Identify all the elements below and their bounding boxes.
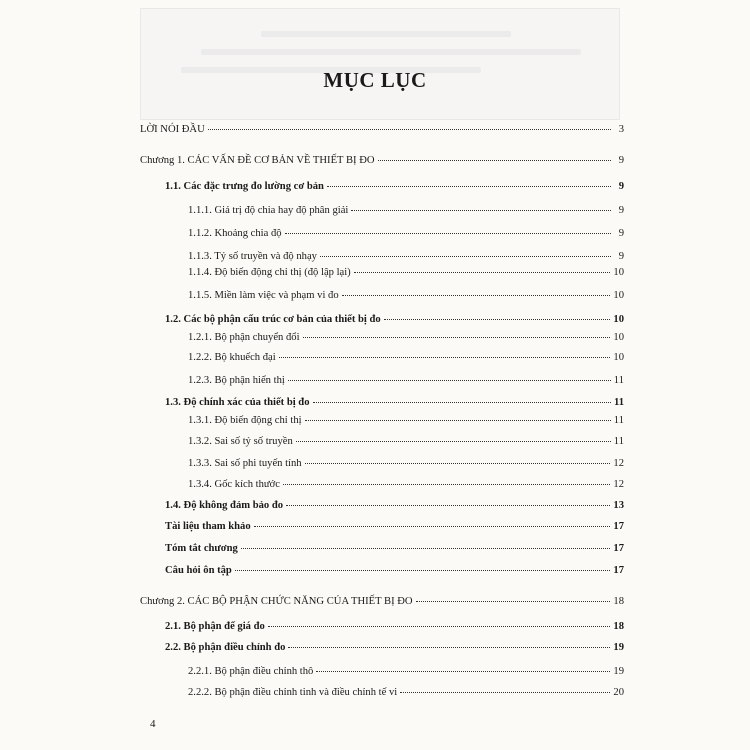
dot-leader bbox=[305, 419, 611, 421]
toc-entry bbox=[188, 375, 624, 386]
toc-entry bbox=[188, 666, 624, 677]
toc-entry bbox=[188, 458, 624, 469]
dot-leader bbox=[296, 440, 611, 442]
toc-entry-label: Chương 2. CÁC BỘ PHẬN CHỨC NĂNG CỦA THIẾT BỊ ĐO bbox=[140, 596, 413, 607]
dot-leader bbox=[327, 185, 611, 187]
toc-entry-label: 1.3.3. Sai số phi tuyến tính bbox=[188, 458, 302, 469]
toc-entry-label: 1.2.2. Bộ khuếch đại bbox=[188, 352, 276, 363]
dot-leader bbox=[378, 159, 611, 161]
toc-entry-label: 1.3.1. Độ biến động chỉ thị bbox=[188, 415, 302, 426]
toc-entry bbox=[188, 479, 624, 490]
toc-entry-label: Câu hỏi ôn tập bbox=[165, 565, 232, 576]
dot-leader bbox=[342, 294, 611, 296]
toc-entry-page: 19 bbox=[613, 642, 624, 653]
toc-entry-page: 12 bbox=[613, 479, 624, 490]
toc-entry-page: 17 bbox=[613, 565, 624, 576]
toc-entry-page: 11 bbox=[613, 436, 624, 447]
toc-entry bbox=[165, 500, 624, 511]
toc-entry bbox=[165, 314, 624, 325]
toc-entry-label: 2.2. Bộ phận điều chỉnh đo bbox=[165, 642, 286, 653]
toc-entry-label: 1.1. Các đặc trưng đo lường cơ bản bbox=[165, 181, 324, 192]
dot-leader bbox=[283, 483, 610, 485]
toc-entry bbox=[188, 687, 624, 698]
dot-leader bbox=[384, 318, 611, 320]
toc-entry-label: 1.3. Độ chính xác của thiết bị đo bbox=[165, 397, 310, 408]
dot-leader bbox=[285, 232, 611, 234]
page-title: MỤC LỤC bbox=[323, 68, 427, 92]
toc-entry bbox=[140, 124, 624, 135]
toc-entry bbox=[188, 415, 624, 426]
toc-entry-label: 2.1. Bộ phận đế giá đo bbox=[165, 621, 265, 632]
toc-entry bbox=[188, 228, 624, 239]
toc-entry-page: 9 bbox=[618, 181, 624, 192]
toc-entry bbox=[188, 205, 624, 216]
toc-entry bbox=[165, 543, 624, 554]
toc-entry-label: 1.1.4. Độ biến động chỉ thị (độ lập lại) bbox=[188, 267, 351, 278]
toc-entry-page: 13 bbox=[613, 500, 624, 511]
dot-leader bbox=[303, 336, 611, 338]
toc-entry-page: 3 bbox=[618, 124, 624, 135]
toc-entry bbox=[188, 436, 624, 447]
dot-leader bbox=[316, 670, 610, 672]
toc-entry-label: 1.4. Độ không đảm bảo đo bbox=[165, 500, 284, 511]
dot-leader bbox=[254, 525, 611, 527]
toc-entry-page: 18 bbox=[613, 596, 624, 607]
toc-entry-page: 10 bbox=[613, 314, 624, 325]
toc-entry bbox=[140, 155, 624, 166]
toc-entry-page: 9 bbox=[618, 228, 624, 239]
toc-entry-label: 1.2.3. Bộ phận hiển thị bbox=[188, 375, 285, 386]
toc-entry-page: 17 bbox=[613, 521, 624, 532]
toc-entry-label: LỜI NÓI ĐẦU bbox=[140, 124, 205, 135]
toc-entry bbox=[188, 267, 624, 278]
toc-entry-label: 1.3.4. Gốc kích thước bbox=[188, 479, 280, 490]
toc-entry-label: 1.1.2. Khoảng chia độ bbox=[188, 228, 282, 239]
toc-entry-page: 11 bbox=[613, 397, 624, 408]
toc-entry bbox=[165, 181, 624, 192]
dot-leader bbox=[305, 462, 611, 464]
toc-entry bbox=[188, 332, 624, 343]
toc-entry-label: 2.2.1. Bộ phận điều chỉnh thô bbox=[188, 666, 314, 677]
toc-entry-page: 18 bbox=[613, 621, 624, 632]
toc-entry-label: Tài liệu tham khảo bbox=[165, 521, 251, 532]
dot-leader bbox=[286, 504, 610, 506]
page-number: 4 bbox=[150, 718, 156, 730]
dot-leader bbox=[351, 209, 611, 211]
toc-entry bbox=[140, 596, 624, 607]
toc-entry-page: 12 bbox=[613, 458, 624, 469]
toc-entry-page: 11 bbox=[613, 415, 624, 426]
toc-entry bbox=[188, 290, 624, 301]
toc-entry-label: 1.1.5. Miền làm việc và phạm vi đo bbox=[188, 290, 339, 301]
dot-leader bbox=[208, 128, 611, 130]
toc-entry-page: 9 bbox=[618, 251, 624, 262]
toc-entry bbox=[165, 397, 624, 408]
toc-entry-label: 1.1.1. Giá trị độ chia hay độ phân giải bbox=[188, 205, 349, 216]
toc-entry-label: 1.2. Các bộ phận cấu trúc cơ bản của thiết bị đo bbox=[165, 314, 381, 325]
toc-entry-label: 2.2.2. Bộ phận điều chỉnh tinh và điều chỉnh tế vi bbox=[188, 687, 398, 698]
toc-entry bbox=[165, 521, 624, 532]
dot-leader bbox=[268, 625, 611, 627]
dot-leader bbox=[279, 356, 611, 358]
toc-entry bbox=[188, 352, 624, 363]
toc-entry-page: 10 bbox=[613, 290, 624, 301]
toc-entry-label: 1.1.3. Tỷ số truyền và độ nhạy bbox=[188, 251, 317, 262]
toc-entry bbox=[165, 565, 624, 576]
dot-leader bbox=[416, 600, 611, 602]
toc-entry-page: 10 bbox=[613, 267, 624, 278]
dot-leader bbox=[354, 271, 611, 273]
toc-entry-page: 9 bbox=[618, 155, 624, 166]
toc-entry-page: 19 bbox=[613, 666, 624, 677]
dot-leader bbox=[288, 646, 610, 648]
toc-entry-label: 1.2.1. Bộ phận chuyển đổi bbox=[188, 332, 300, 343]
dot-leader bbox=[400, 691, 610, 693]
toc-entry-page: 10 bbox=[613, 332, 624, 343]
dot-leader bbox=[241, 547, 611, 549]
toc-entry bbox=[165, 642, 624, 653]
toc-entry-page: 10 bbox=[613, 352, 624, 363]
toc-entry bbox=[188, 251, 624, 262]
toc-entry-page: 9 bbox=[618, 205, 624, 216]
toc-entry-label: Chương 1. CÁC VẤN ĐỀ CƠ BẢN VỀ THIẾT BỊ ĐO bbox=[140, 155, 375, 166]
toc-entry-label: 1.3.2. Sai số tỷ số truyền bbox=[188, 436, 293, 447]
dot-leader bbox=[288, 379, 611, 381]
toc-entry bbox=[165, 621, 624, 632]
toc-entry-page: 17 bbox=[613, 543, 624, 554]
toc-entry-label: Tóm tắt chương bbox=[165, 543, 238, 554]
dot-leader bbox=[320, 255, 611, 257]
toc-entry-page: 11 bbox=[613, 375, 624, 386]
dot-leader bbox=[313, 401, 611, 403]
toc-entry-page: 20 bbox=[613, 687, 624, 698]
dot-leader bbox=[235, 569, 611, 571]
